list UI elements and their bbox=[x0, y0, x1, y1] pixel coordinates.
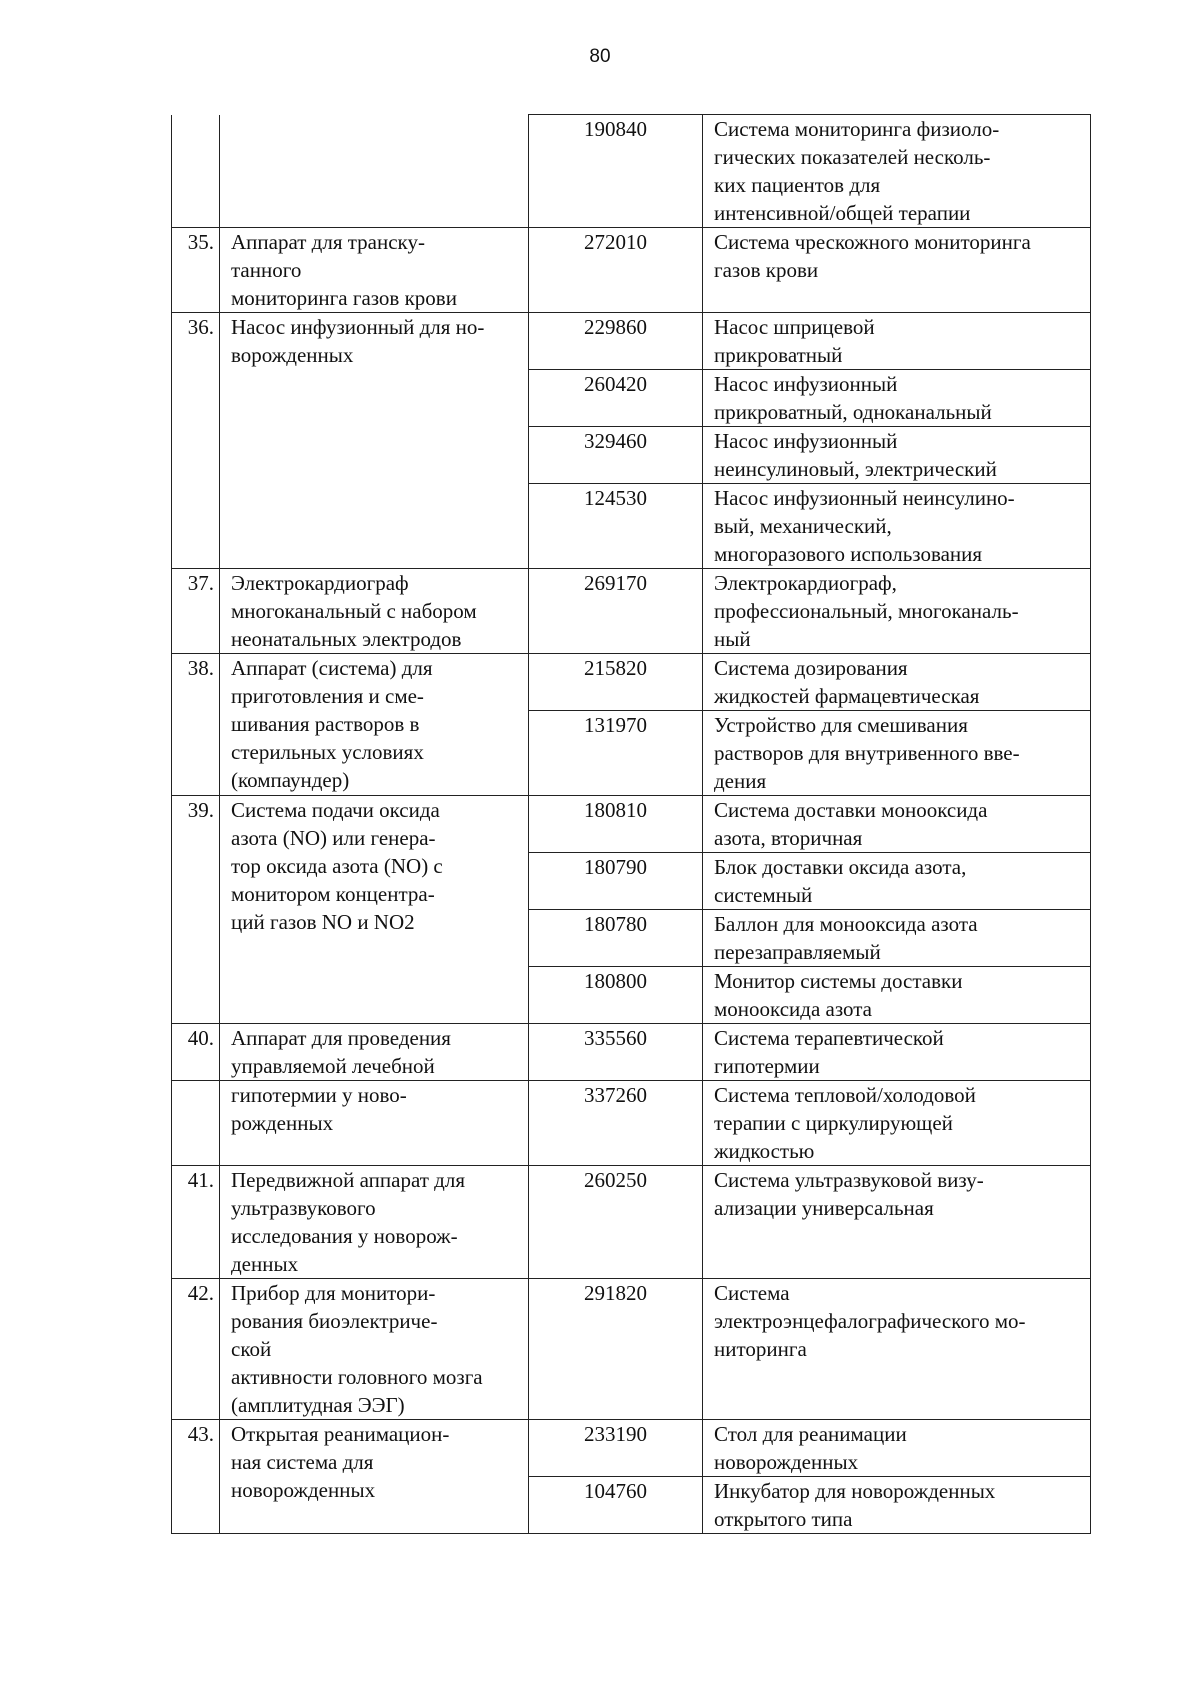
nomenclature-code: 337260 bbox=[529, 1081, 703, 1166]
table-row bbox=[172, 569, 1091, 654]
table-row bbox=[172, 796, 1091, 853]
nomenclature-description: Баллон для монооксида азота перезаправляемый bbox=[703, 910, 1091, 967]
nomenclature-code: 104760 bbox=[529, 1477, 703, 1534]
item-number: 41. bbox=[172, 1166, 220, 1279]
nomenclature-code: 329460 bbox=[529, 427, 703, 484]
nomenclature-description: Монитор системы доставки монооксида азота bbox=[703, 967, 1091, 1024]
nomenclature-code: 229860 bbox=[529, 313, 703, 370]
nomenclature-description: Насос инфузионный неинсулиновый, электрический bbox=[703, 427, 1091, 484]
table-row bbox=[172, 1420, 1091, 1477]
nomenclature-code: 124530 bbox=[529, 484, 703, 569]
equipment-name: Аппарат для транску- танного мониторинга газов крови bbox=[220, 228, 529, 313]
item-number bbox=[172, 1081, 220, 1166]
nomenclature-code: 180790 bbox=[529, 853, 703, 910]
nomenclature-code: 215820 bbox=[529, 654, 703, 711]
nomenclature-description: Насос шприцевой прикроватный bbox=[703, 313, 1091, 370]
nomenclature-code: 131970 bbox=[529, 711, 703, 796]
item-number bbox=[172, 115, 220, 228]
item-number: 43. bbox=[172, 1420, 220, 1534]
item-number: 35. bbox=[172, 228, 220, 313]
equipment-table bbox=[171, 114, 1091, 1534]
nomenclature-description: Система тепловой/холодовой терапии с циркулирующей жидкостью bbox=[703, 1081, 1091, 1166]
nomenclature-description: Система чрескожного мониторинга газов крови bbox=[703, 228, 1091, 313]
table-row bbox=[172, 1166, 1091, 1279]
item-number: 38. bbox=[172, 654, 220, 796]
item-number: 42. bbox=[172, 1279, 220, 1420]
nomenclature-description: Система ультразвуковой визу- ализации универсальная bbox=[703, 1166, 1091, 1279]
nomenclature-code: 233190 bbox=[529, 1420, 703, 1477]
nomenclature-code: 335560 bbox=[529, 1024, 703, 1081]
equipment-name: Система подачи оксида азота (NO) или генера- тор оксида азота (NO) с монитором концентра- ций газов NO и NO2 bbox=[220, 796, 529, 1024]
item-number: 39. bbox=[172, 796, 220, 1024]
table-row bbox=[172, 115, 1091, 228]
equipment-name: Прибор для монитори- рования биоэлектриче- ской активности головного мозга (амплитудная ЭЭГ) bbox=[220, 1279, 529, 1420]
table-row bbox=[172, 1279, 1091, 1420]
nomenclature-code: 190840 bbox=[529, 115, 703, 228]
nomenclature-code: 269170 bbox=[529, 569, 703, 654]
table-row bbox=[172, 1024, 1091, 1081]
equipment-name bbox=[220, 115, 529, 228]
nomenclature-description: Система терапевтической гипотермии bbox=[703, 1024, 1091, 1081]
nomenclature-description: Система дозирования жидкостей фармацевтическая bbox=[703, 654, 1091, 711]
table-row bbox=[172, 1081, 1091, 1166]
nomenclature-code: 180800 bbox=[529, 967, 703, 1024]
nomenclature-description: Система электроэнцефалографического мо- ниторинга bbox=[703, 1279, 1091, 1420]
item-number: 40. bbox=[172, 1024, 220, 1081]
nomenclature-description: Система мониторинга физиоло- гических показателей несколь- ких пациентов для интенсивной/общей терапии bbox=[703, 115, 1091, 228]
item-number: 37. bbox=[172, 569, 220, 654]
nomenclature-description: Устройство для смешивания растворов для внутривенного вве- дения bbox=[703, 711, 1091, 796]
nomenclature-description: Инкубатор для новорожденных открытого типа bbox=[703, 1477, 1091, 1534]
equipment-name: Электрокардиограф многоканальный с набором неонатальных электродов bbox=[220, 569, 529, 654]
nomenclature-description: Стол для реанимации новорожденных bbox=[703, 1420, 1091, 1477]
equipment-name: Передвижной аппарат для ультразвукового исследования у новорож- денных bbox=[220, 1166, 529, 1279]
nomenclature-description: Насос инфузионный неинсулино- вый, механический, многоразового использования bbox=[703, 484, 1091, 569]
nomenclature-code: 180780 bbox=[529, 910, 703, 967]
equipment-name: Аппарат для проведения управляемой лечебной bbox=[220, 1024, 529, 1081]
nomenclature-code: 260250 bbox=[529, 1166, 703, 1279]
equipment-table-body bbox=[172, 115, 1091, 1534]
equipment-name: Открытая реанимацион- ная система для новорожденных bbox=[220, 1420, 529, 1534]
equipment-name: Насос инфузионный для но- ворожденных bbox=[220, 313, 529, 569]
table-row bbox=[172, 654, 1091, 711]
equipment-name: гипотермии у ново- рожденных bbox=[220, 1081, 529, 1166]
nomenclature-code: 260420 bbox=[529, 370, 703, 427]
table-row bbox=[172, 228, 1091, 313]
item-number: 36. bbox=[172, 313, 220, 569]
nomenclature-code: 180810 bbox=[529, 796, 703, 853]
nomenclature-code: 272010 bbox=[529, 228, 703, 313]
nomenclature-description: Электрокардиограф, профессиональный, многоканаль- ный bbox=[703, 569, 1091, 654]
nomenclature-description: Система доставки монооксида азота, вторичная bbox=[703, 796, 1091, 853]
equipment-name: Аппарат (система) для приготовления и сме- шивания растворов в стерильных условиях (компаундер) bbox=[220, 654, 529, 796]
table-row bbox=[172, 313, 1091, 370]
nomenclature-code: 291820 bbox=[529, 1279, 703, 1420]
nomenclature-description: Блок доставки оксида азота, системный bbox=[703, 853, 1091, 910]
page-number: 80 bbox=[589, 46, 611, 67]
nomenclature-description: Насос инфузионный прикроватный, одноканальный bbox=[703, 370, 1091, 427]
